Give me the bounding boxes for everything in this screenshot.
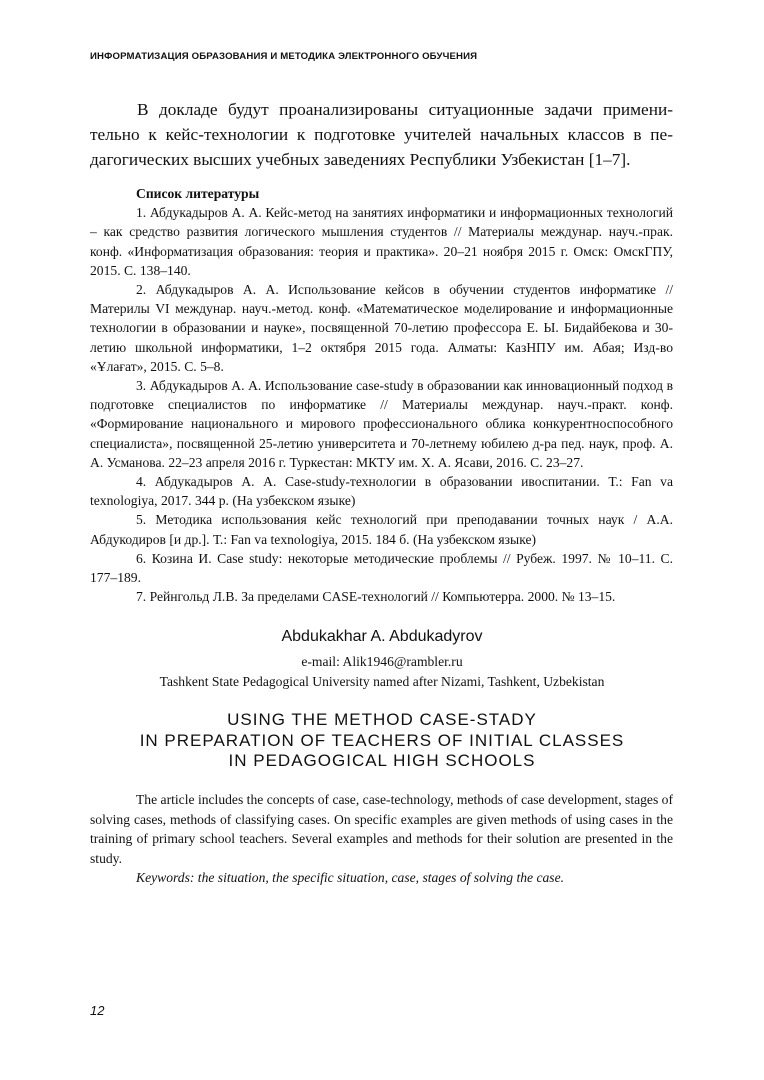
reference-item: 7. Рейнгольд Л.В. За пределами CASE-технологий // Компьютерра. 2000. № 13–15. — [136, 589, 616, 605]
reference-list — [90, 184, 673, 606]
reference-item: 5. Методика использования кейс технологий при преподавании точных наук / А.А. Абдукодиров [и др.]. Т.: Fan va texnologiya, 2015. 184 б. (На узбекском языке) — [90, 512, 673, 547]
author-email: e-mail: Alik1946@rambler.ru — [301, 654, 463, 669]
reference-item: 6. Козина И. Case study: некоторые методические проблемы // Рубеж. 1997. № 10–11. С. 177–189. — [90, 550, 673, 586]
title-line: IN PREPARATION OF TEACHERS OF INITIAL CLASSES — [139, 730, 625, 750]
reference-item: 1. Абдукадыров А. А. Кейс-метод на занятиях информатики и информационных технологий – как средство развития логического мышления студентов // Материалы междунар. науч.-прак. конф. «Информатизация образования: теория и практика». 20–21 ноября 2015 г. Омск: ОмскГПУ, 2015. С. 138–140. — [90, 205, 673, 278]
title-line: USING THE METHOD CASE-STADY — [227, 710, 537, 729]
page-number: 12 — [90, 1003, 105, 1018]
abstract-text: The article includes the concepts of case, case-technology, methods of case development, stages of solving cases, methods of classifying cases. On specific examples are given methods of using cases in the training of primary school teachers. Several examples and methods for their solution are presented in the study. — [90, 792, 673, 866]
author-name: Abdukakhar A. Abdukadyrov — [281, 628, 483, 645]
reference-heading: Список литературы — [136, 186, 260, 201]
author-affiliation: Tashkent State Pedagogical University named after Nizami, Tashkent, Uzbekistan — [159, 674, 605, 689]
title-line: IN PEDAGOGICAL HIGH SCHOOLS — [228, 751, 536, 770]
reference-item: 4. Абдукадыров А. А. Case-study-технологии в образовании ивоспитании. Т.: Fan va texnologiya, 2017. 344 р. (На узбекском языке) — [90, 474, 673, 509]
intro-paragraph: В докладе будут проанализированы ситуационные задачи применительно к кейс-технологии к подготовке учителей начальных классов в педагогических высших учебных заведениях Республики Узбекистан [1–7]. — [90, 100, 673, 169]
keywords: Keywords: the situation, the specific situation, case, stages of solving the case. — [136, 870, 565, 885]
reference-item: 3. Абдукадыров А. А. Использование case-study в образовании как инновационный подход в подготовке специалистов по информатике // Материалы междунар. науч.-практ. конф. «Формирование национального и мирового профессионального облика конкурентноспособного специалиста», посвященной 25-летию университета и 70-летнему юбилею д-ра пед. наук, проф. А. А. Усманова. 22–23 апреля 2016 г. Туркестан: МКТУ им. Х. А. Ясави, 2016. С. 23–27. — [90, 378, 673, 470]
running-header: ИНФОРМАТИЗАЦИЯ ОБРАЗОВАНИЯ И МЕТОДИКА ЭЛЕКТРОННОГО ОБУЧЕНИЯ — [90, 51, 478, 62]
reference-item: 2. Абдукадыров А. А. Использование кейсов в обучении студентов информатике // Материлы VI междунар. науч.-метод. конф. «Математическое моделирование и информационные технологии в образовании и науке», посвященной 70-летию профессора Е. Ы. Бидайбекова и 30-летию школьной информатики, 1–2 октября 2015 года. Алматы: КазНПУ им. Абая; Изд-во «Ұлағат», 2015. С. 5–8. — [90, 282, 673, 374]
abstract — [90, 790, 673, 888]
article-title — [0, 710, 764, 772]
